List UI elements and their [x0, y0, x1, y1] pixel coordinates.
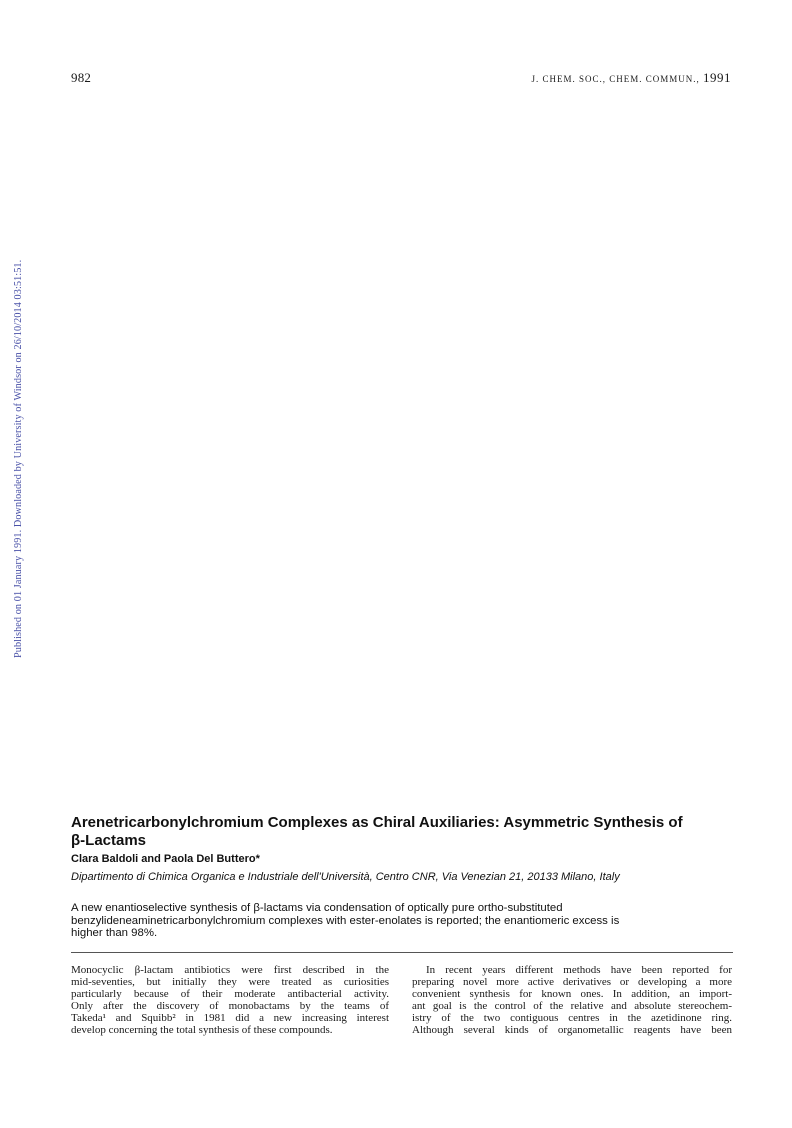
- journal-year: 1991: [703, 70, 731, 85]
- body-line: convenient synthesis for known ones. In addition, an import-: [412, 988, 732, 1001]
- body-line: istry of the two contiguous centres in the azetidinone ring.: [412, 1012, 732, 1025]
- body-line: Although several kinds of organometallic reagents have been: [412, 1024, 732, 1037]
- download-notice: Published on 01 January 1991. Downloaded by University of Windsor on 26/10/2014 03:51:51.: [13, 259, 24, 658]
- article-affiliation: Dipartimento di Chimica Organica e Industriale dell'Università, Centro CNR, Via Venezian 21, 20133 Milano, Italy: [71, 871, 620, 883]
- abstract-line: benzylideneaminetricarbonylchromium complexes with ester-enolates is reported; the enantiomeric excess is: [71, 914, 620, 927]
- body-column-right: [412, 964, 732, 1037]
- body-line: Takeda¹ and Squibb² in 1981 did a new increasing interest: [71, 1012, 389, 1025]
- body-line: develop concerning the total synthesis of these compounds.: [71, 1024, 333, 1037]
- body-column-left: [71, 964, 389, 1037]
- article-authors: Clara Baldoli and Paola Del Buttero*: [71, 853, 260, 865]
- body-line: ant goal is the control of the relative and absolute stereochem-: [412, 1000, 732, 1013]
- abstract-line: higher than 98%.: [71, 927, 158, 940]
- page-number: 982: [71, 70, 92, 85]
- title-line: β-Lactams: [71, 832, 147, 849]
- body-line: In recent years different methods have been reported for: [426, 964, 732, 976]
- article-abstract: [71, 902, 726, 940]
- section-divider: [71, 952, 733, 953]
- body-line: particularly because of their moderate antibacterial activity.: [71, 988, 389, 1001]
- body-line: preparing novel more active derivatives or developing a more: [412, 976, 732, 989]
- body-line: mid-seventies, but initially they were treated as curiosities: [71, 976, 389, 989]
- body-line: Only after the discovery of monobactams by the teams of: [71, 1000, 389, 1013]
- title-line: Arenetricarbonylchromium Complexes as Chiral Auxiliaries: Asymmetric Synthesis of: [71, 814, 683, 831]
- running-head: [531, 70, 731, 86]
- journal-name: J. CHEM. SOC., CHEM. COMMUN.,: [531, 74, 703, 84]
- article-title: [71, 814, 741, 850]
- body-line: Monocyclic β-lactam antibiotics were first described in the: [71, 964, 389, 976]
- abstract-line: A new enantioselective synthesis of β-lactams via condensation of optically pure ortho-substituted: [71, 902, 563, 914]
